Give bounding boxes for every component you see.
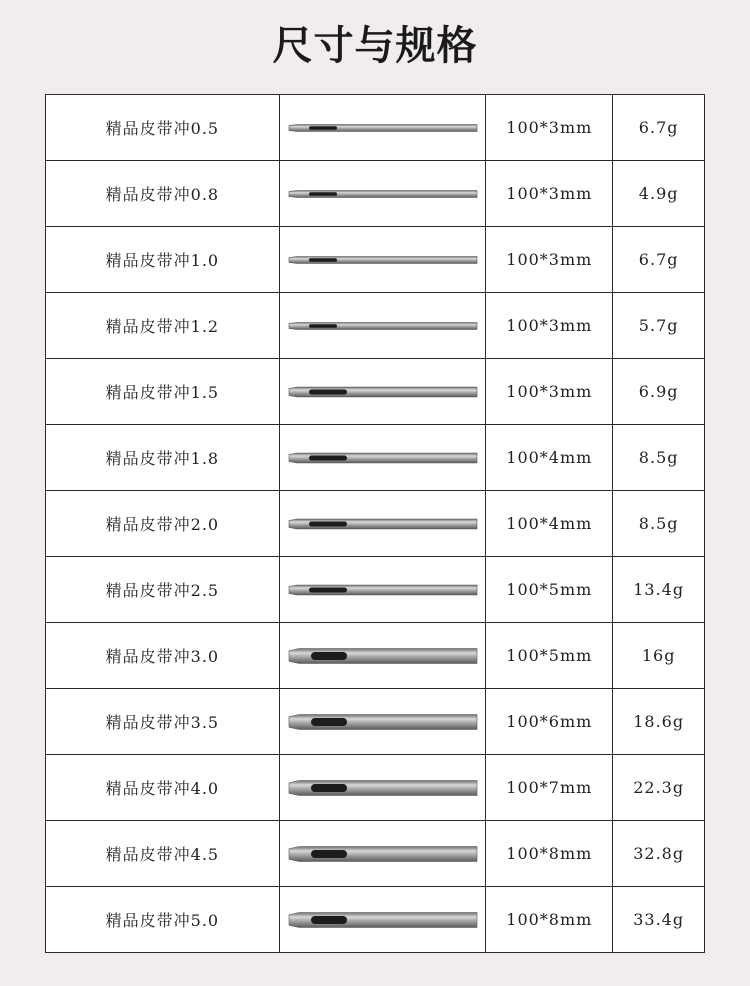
weight-cell: 16g — [613, 623, 705, 689]
product-image-cell — [279, 821, 486, 887]
leather-punch-tool-icon — [285, 380, 481, 404]
product-image-cell — [279, 95, 486, 161]
size-cell: 100*5mm — [486, 557, 613, 623]
table-row — [46, 293, 705, 359]
product-name-cell: 精品皮带冲1.0 — [46, 227, 280, 293]
product-image-cell — [279, 227, 486, 293]
size-cell: 100*4mm — [486, 425, 613, 491]
table-row — [46, 425, 705, 491]
product-name-cell: 精品皮带冲0.5 — [46, 95, 280, 161]
product-name-cell: 精品皮带冲3.5 — [46, 689, 280, 755]
product-image-cell — [279, 359, 486, 425]
product-name-cell: 精品皮带冲4.0 — [46, 755, 280, 821]
product-image-cell — [279, 425, 486, 491]
product-name-cell: 精品皮带冲5.0 — [46, 887, 280, 953]
table-row — [46, 821, 705, 887]
leather-punch-tool-icon — [285, 512, 481, 536]
leather-punch-tool-icon — [285, 578, 481, 602]
product-image-cell — [279, 623, 486, 689]
table-row — [46, 755, 705, 821]
weight-cell: 22.3g — [613, 755, 705, 821]
leather-punch-tool-icon — [285, 182, 481, 206]
leather-punch-tool-icon — [285, 446, 481, 470]
size-cell: 100*3mm — [486, 161, 613, 227]
product-name-cell: 精品皮带冲1.5 — [46, 359, 280, 425]
product-image-cell — [279, 689, 486, 755]
leather-punch-tool-icon — [285, 710, 481, 734]
product-name-cell: 精品皮带冲1.2 — [46, 293, 280, 359]
size-cell: 100*3mm — [486, 293, 613, 359]
weight-cell: 13.4g — [613, 557, 705, 623]
product-name-cell: 精品皮带冲3.0 — [46, 623, 280, 689]
size-cell: 100*8mm — [486, 821, 613, 887]
product-name-cell: 精品皮带冲0.8 — [46, 161, 280, 227]
spec-table — [45, 94, 705, 953]
product-name-cell: 精品皮带冲2.0 — [46, 491, 280, 557]
product-image-cell — [279, 161, 486, 227]
size-cell: 100*4mm — [486, 491, 613, 557]
weight-cell: 8.5g — [613, 491, 705, 557]
leather-punch-tool-icon — [285, 314, 481, 338]
table-row — [46, 557, 705, 623]
weight-cell: 5.7g — [613, 293, 705, 359]
size-cell: 100*3mm — [486, 359, 613, 425]
product-image-cell — [279, 491, 486, 557]
product-image-cell — [279, 887, 486, 953]
weight-cell: 4.9g — [613, 161, 705, 227]
product-name-cell: 精品皮带冲2.5 — [46, 557, 280, 623]
weight-cell: 6.7g — [613, 227, 705, 293]
weight-cell: 6.9g — [613, 359, 705, 425]
leather-punch-tool-icon — [285, 842, 481, 866]
table-row — [46, 689, 705, 755]
size-cell: 100*6mm — [486, 689, 613, 755]
page-title: 尺寸与规格 — [272, 23, 478, 69]
leather-punch-tool-icon — [285, 908, 481, 932]
product-name-cell: 精品皮带冲4.5 — [46, 821, 280, 887]
product-name-cell: 精品皮带冲1.8 — [46, 425, 280, 491]
weight-cell: 6.7g — [613, 95, 705, 161]
table-row — [46, 359, 705, 425]
table-row — [46, 95, 705, 161]
leather-punch-tool-icon — [285, 776, 481, 800]
table-row — [46, 227, 705, 293]
size-cell: 100*8mm — [486, 887, 613, 953]
weight-cell: 18.6g — [613, 689, 705, 755]
product-image-cell — [279, 755, 486, 821]
size-cell: 100*5mm — [486, 623, 613, 689]
product-image-cell — [279, 293, 486, 359]
size-cell: 100*3mm — [486, 227, 613, 293]
size-cell: 100*3mm — [486, 95, 613, 161]
weight-cell: 33.4g — [613, 887, 705, 953]
leather-punch-tool-icon — [285, 644, 481, 668]
table-row — [46, 491, 705, 557]
leather-punch-tool-icon — [285, 116, 481, 140]
size-cell: 100*7mm — [486, 755, 613, 821]
table-row — [46, 161, 705, 227]
weight-cell: 8.5g — [613, 425, 705, 491]
table-row — [46, 623, 705, 689]
table-row — [46, 887, 705, 953]
leather-punch-tool-icon — [285, 248, 481, 272]
weight-cell: 32.8g — [613, 821, 705, 887]
product-image-cell — [279, 557, 486, 623]
spec-table-body — [46, 95, 705, 953]
